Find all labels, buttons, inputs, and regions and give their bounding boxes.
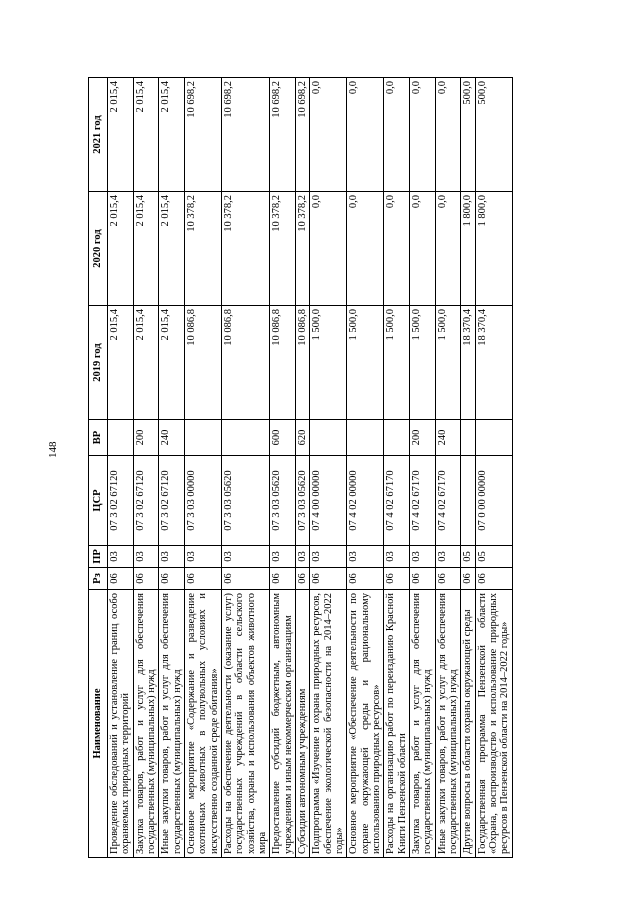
cell-csr: 07 3 02 67120: [159, 456, 185, 546]
cell-2021: 10 698,2: [221, 78, 269, 192]
cell-name: Подпрограмма «Изучение и охрана природных ресурсов, обеспечение экологической безопасности на 2014–2022 годы»: [310, 590, 347, 858]
cell-2020: 2 015,4: [133, 192, 159, 306]
cell-csr: 07 4 02 67170: [409, 456, 435, 546]
cell-vr: 240: [159, 420, 185, 456]
cell-2019: 2 015,4: [159, 306, 185, 420]
cell-2020: 1 800,0: [461, 192, 475, 306]
cell-2019: 1 500,0: [310, 306, 347, 420]
table-row: [159, 78, 185, 858]
cell-2020: 10 378,2: [221, 192, 269, 306]
cell-pr: 05: [475, 546, 512, 568]
cell-pr: 03: [270, 546, 296, 568]
cell-2020: 0,0: [347, 192, 384, 306]
cell-rz: 06: [435, 568, 461, 590]
table-row: [409, 78, 435, 858]
cell-csr: 07 4 00 00000: [310, 456, 347, 546]
cell-vr: [475, 420, 512, 456]
cell-name: Расходы на организацию работ по переизданию Красной Книги Пензенской области: [384, 590, 410, 858]
cell-csr: 07 3 02 67120: [133, 456, 159, 546]
cell-rz: 06: [310, 568, 347, 590]
cell-pr: 03: [409, 546, 435, 568]
cell-vr: [221, 420, 269, 456]
cell-pr: 03: [435, 546, 461, 568]
cell-pr: 03: [295, 546, 309, 568]
header-csr: ЦСР: [89, 456, 108, 546]
cell-name: Предоставление субсидий бюджетным, автономным учреждениям и иным некоммерческим организациям: [270, 590, 296, 858]
table-row: [270, 78, 296, 858]
cell-vr: [108, 420, 134, 456]
table-row: [184, 78, 221, 858]
cell-rz: 06: [108, 568, 134, 590]
cell-rz: 06: [475, 568, 512, 590]
cell-rz: 06: [409, 568, 435, 590]
cell-vr: 240: [435, 420, 461, 456]
header-rz: Рз: [89, 568, 108, 590]
cell-2020: 2 015,4: [159, 192, 185, 306]
cell-2020: 0,0: [409, 192, 435, 306]
cell-2021: 2 015,4: [159, 78, 185, 192]
cell-csr: [461, 456, 475, 546]
cell-2021: 500,0: [475, 78, 512, 192]
cell-csr: 07 3 03 05620: [221, 456, 269, 546]
header-vr: ВР: [89, 420, 108, 456]
cell-2021: 500,0: [461, 78, 475, 192]
cell-2019: 10 086,8: [184, 306, 221, 420]
header-2021: 2021 год: [89, 78, 108, 192]
cell-2021: 0,0: [409, 78, 435, 192]
cell-name: Иные закупки товаров, работ и услуг для обеспечения государственных (муниципальных) нужд: [159, 590, 185, 858]
budget-table: [88, 77, 513, 858]
cell-name: Иные закупки товаров, работ и услуг для обеспечения государственных (муниципальных) нужд: [435, 590, 461, 858]
cell-vr: 200: [133, 420, 159, 456]
cell-vr: [310, 420, 347, 456]
cell-pr: 05: [461, 546, 475, 568]
cell-name: Основное мероприятие «Содержание и разведение охотничьих животных в полувольных условиях и искусственно созданной среде обитания»: [184, 590, 221, 858]
cell-csr: 07 3 03 05620: [270, 456, 296, 546]
header-name: Наименование: [89, 590, 108, 858]
cell-pr: 03: [133, 546, 159, 568]
cell-2021: 2 015,4: [133, 78, 159, 192]
cell-csr: 07 3 03 00000: [184, 456, 221, 546]
cell-vr: 620: [295, 420, 309, 456]
table-row: [295, 78, 309, 858]
table-row: [347, 78, 384, 858]
cell-pr: 03: [159, 546, 185, 568]
cell-vr: [461, 420, 475, 456]
cell-2020: 10 378,2: [184, 192, 221, 306]
page-number: 148: [47, 441, 59, 458]
cell-pr: 03: [221, 546, 269, 568]
table-body: [108, 78, 513, 858]
cell-2019: 1 500,0: [435, 306, 461, 420]
table-row: [435, 78, 461, 858]
cell-2019: 1 500,0: [409, 306, 435, 420]
cell-name: Субсидии автономным учреждениям: [295, 590, 309, 858]
cell-2020: 0,0: [310, 192, 347, 306]
cell-csr: 07 3 02 67120: [108, 456, 134, 546]
cell-2019: 2 015,4: [133, 306, 159, 420]
cell-name: Государственная программа Пензенской области «Охрана, воспроизводство и использование природных ресурсов в Пензенской области на 2014–2022 годы»: [475, 590, 512, 858]
cell-name: Проведение обследований и установление границ особо охраняемых природных территорий: [108, 590, 134, 858]
table-row: [384, 78, 410, 858]
cell-2020: 0,0: [384, 192, 410, 306]
cell-vr: [384, 420, 410, 456]
cell-rz: 06: [384, 568, 410, 590]
cell-name: Другие вопросы в области охраны окружающей среды: [461, 590, 475, 858]
cell-rz: 06: [295, 568, 309, 590]
table-row: [310, 78, 347, 858]
cell-2021: 0,0: [384, 78, 410, 192]
cell-2021: 0,0: [310, 78, 347, 192]
table-row: [133, 78, 159, 858]
cell-2019: 10 086,8: [221, 306, 269, 420]
cell-vr: 600: [270, 420, 296, 456]
cell-pr: 03: [108, 546, 134, 568]
cell-2021: 0,0: [435, 78, 461, 192]
cell-2021: 2 015,4: [108, 78, 134, 192]
cell-2019: 18 370,4: [461, 306, 475, 420]
cell-vr: [184, 420, 221, 456]
cell-2020: 10 378,2: [295, 192, 309, 306]
cell-vr: [347, 420, 384, 456]
cell-2020: 1 800,0: [475, 192, 512, 306]
cell-2019: 10 086,8: [270, 306, 296, 420]
cell-csr: 07 4 02 67170: [435, 456, 461, 546]
cell-rz: 06: [221, 568, 269, 590]
table-row: [461, 78, 475, 858]
cell-2019: 10 086,8: [295, 306, 309, 420]
cell-csr: 07 0 00 00000: [475, 456, 512, 546]
header-2019: 2019 год: [89, 306, 108, 420]
cell-pr: 03: [347, 546, 384, 568]
cell-rz: 06: [461, 568, 475, 590]
table-row: [475, 78, 512, 858]
cell-2019: 2 015,4: [108, 306, 134, 420]
table-row: [221, 78, 269, 858]
cell-2021: 10 698,2: [184, 78, 221, 192]
cell-name: Основное мероприятие «Обеспечение деятельности по охране окружающей среды и рациональному использованию природных ресурсов»: [347, 590, 384, 858]
cell-pr: 03: [384, 546, 410, 568]
cell-name: Расходы на обеспечение деятельности (оказание услуг) государственных учреждений в области сельского хозяйства, охраны и использования объектов животного мира: [221, 590, 269, 858]
table-header-row: [89, 78, 108, 858]
cell-csr: 07 3 03 05620: [295, 456, 309, 546]
cell-pr: 03: [184, 546, 221, 568]
cell-vr: 200: [409, 420, 435, 456]
cell-2019: 18 370,4: [475, 306, 512, 420]
cell-name: Закупка товаров, работ и услуг для обеспечения государственных (муниципальных) нужд: [133, 590, 159, 858]
cell-2019: 1 500,0: [347, 306, 384, 420]
cell-2020: 0,0: [435, 192, 461, 306]
cell-2020: 10 378,2: [270, 192, 296, 306]
cell-rz: 06: [347, 568, 384, 590]
cell-2019: 1 500,0: [384, 306, 410, 420]
cell-rz: 06: [184, 568, 221, 590]
table-row: [108, 78, 134, 858]
header-2020: 2020 год: [89, 192, 108, 306]
cell-2021: 10 698,2: [270, 78, 296, 192]
cell-rz: 06: [270, 568, 296, 590]
cell-2021: 10 698,2: [295, 78, 309, 192]
cell-rz: 06: [133, 568, 159, 590]
cell-2020: 2 015,4: [108, 192, 134, 306]
cell-name: Закупка товаров, работ и услуг для обеспечения государственных (муниципальных) нужд: [409, 590, 435, 858]
cell-csr: 07 4 02 00000: [347, 456, 384, 546]
header-pr: ПР: [89, 546, 108, 568]
rotated-table-container: [88, 78, 623, 858]
cell-2021: 0,0: [347, 78, 384, 192]
cell-pr: 03: [310, 546, 347, 568]
cell-rz: 06: [159, 568, 185, 590]
cell-csr: 07 4 02 67170: [384, 456, 410, 546]
